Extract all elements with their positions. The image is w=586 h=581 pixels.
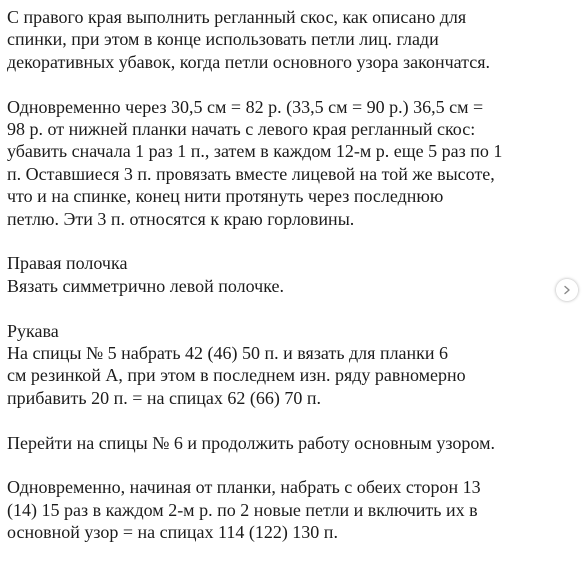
section-heading-right-front: Правая полочка bbox=[7, 253, 128, 274]
chevron-right-icon bbox=[562, 285, 572, 295]
carousel-next-button[interactable] bbox=[556, 279, 578, 301]
paragraph-sleeves-cast-on: На спицы № 5 набрать 42 (46) 50 п. и вязать для планки 6 см резинкой А, при этом в последнем изн. ряду равномерно прибавить 20 п. = на спицах 62 (66) 70 п. bbox=[7, 343, 466, 408]
paragraph-sleeves-increase: Одновременно, начиная от планки, набрать с обеих сторон 13 (14) 15 раз в каждом 2-м р. по 2 новые петли и включить их в основной узор = на спицах 114 (122) 130 п. bbox=[7, 477, 481, 543]
knitting-instructions bbox=[7, 6, 579, 566]
paragraph-raglan-left-edge: Одновременно через 30,5 см = 82 р. (33,5 см = 90 р.) 36,5 см = 98 р. от нижней планки начать с левого края регланный скос: убавить сначала 1 раз 1 п., затем в каждом 12-м р. еще 5 раз по 1 п. Оставшиеся 3 п. провязать вместе лицевой на той же высоте, что и на спинке, конец нити протянуть через последнюю петлю. Эти 3 п. относятся к краю горловины. bbox=[7, 96, 503, 229]
paragraph-sleeves-switch-needles: Перейти на спицы № 6 и продолжить работу основным узором. bbox=[7, 432, 495, 453]
paragraph-right-front: Вязать симметрично левой полочке. bbox=[7, 275, 285, 296]
paragraph-raglan-right-edge: С правого края выполнить регланный скос, как описано для спинки, при этом в конце использовать петли лиц. глади декоративных убавок, когда петли основного узора закончатся. bbox=[7, 7, 491, 72]
section-heading-sleeves: Рукава bbox=[7, 320, 59, 341]
